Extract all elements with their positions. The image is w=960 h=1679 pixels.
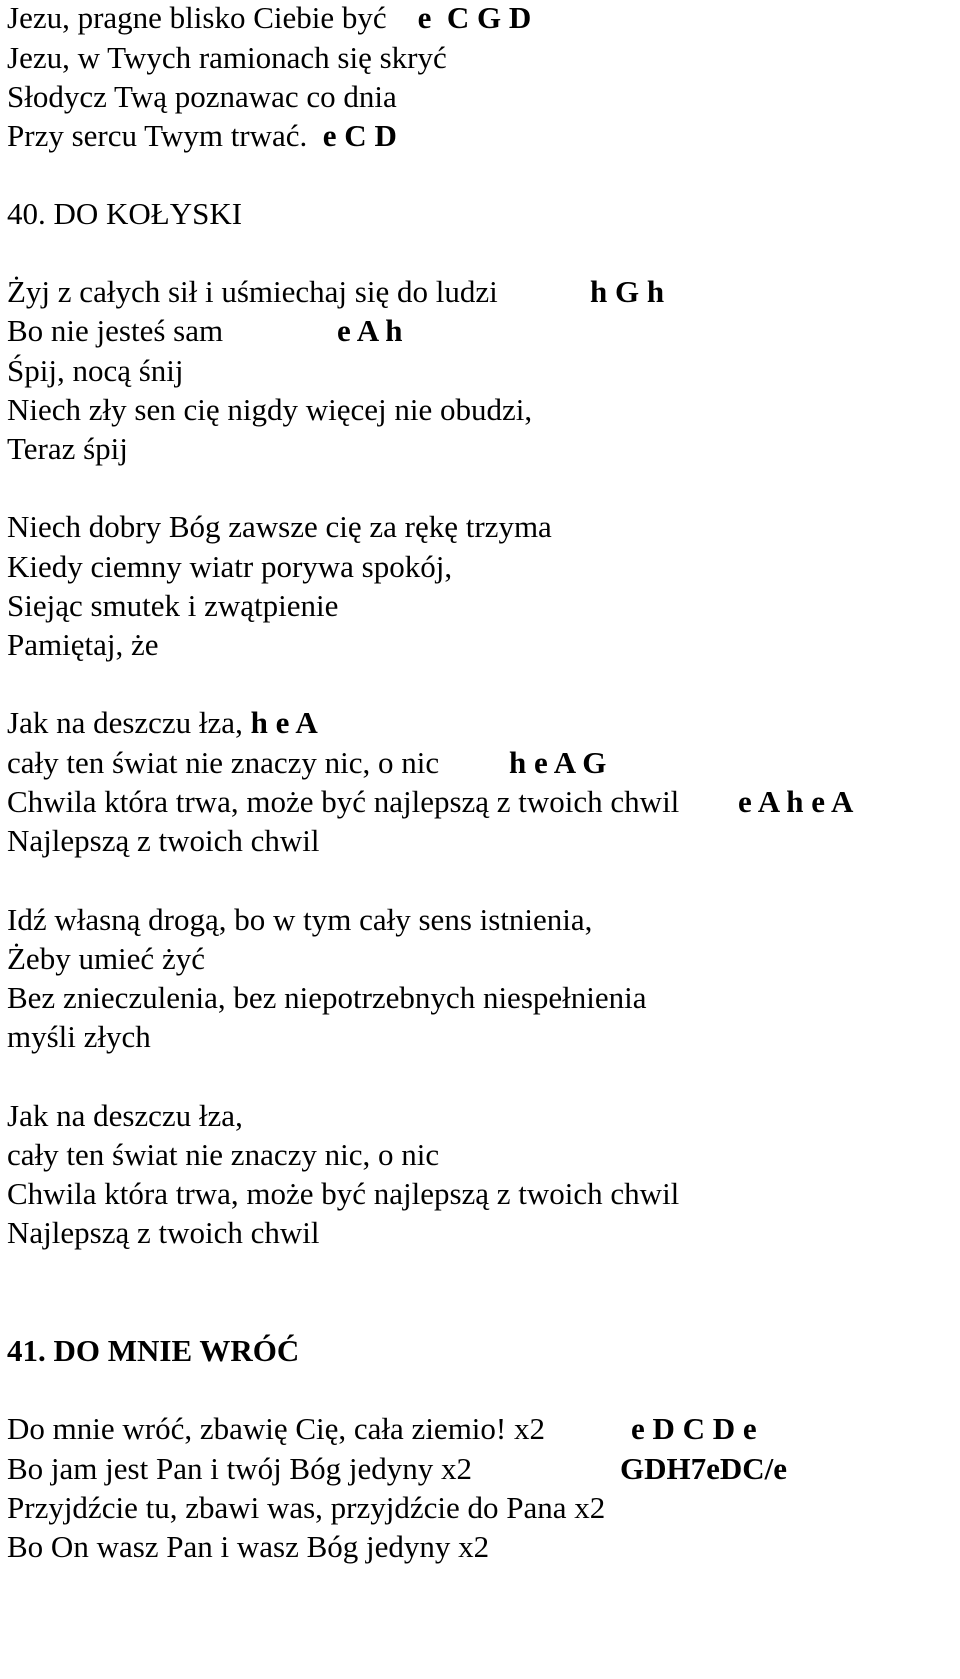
chord-symbols: h e A G xyxy=(509,745,607,780)
lyric-text: Do mnie wróć, zbawię Cię, cała ziemio! x2 xyxy=(7,1411,545,1446)
lyric-text: Przy sercu Twym trwać. xyxy=(7,118,308,153)
lyric-line xyxy=(7,118,397,154)
lyric-line xyxy=(7,823,319,859)
lyric-text: Jezu, w Twych ramionach się skryć xyxy=(7,40,447,75)
song-title xyxy=(7,196,242,232)
lyric-line xyxy=(7,549,452,585)
chord-symbols: h e A xyxy=(250,705,318,740)
lyric-text: Niech zły sen cię nigdy więcej nie obudzi, xyxy=(7,392,533,427)
lyric-line xyxy=(7,313,403,349)
lyric-text: Jezu, pragne blisko Ciebie być xyxy=(7,0,387,35)
lyric-line xyxy=(7,1215,319,1251)
song-title-text: 41. DO MNIE WRÓĆ xyxy=(7,1333,300,1368)
lyric-line xyxy=(7,1176,679,1212)
lyric-line xyxy=(7,392,532,428)
lyric-line xyxy=(7,1490,605,1526)
lyric-text: Żyj z całych sił i uśmiechaj się do ludzi xyxy=(7,274,498,309)
chord-symbols: e A h xyxy=(337,313,403,348)
chord-symbols: e A h e A xyxy=(738,784,854,819)
lyric-line xyxy=(7,705,318,741)
lyric-line xyxy=(7,509,552,545)
lyric-line xyxy=(7,902,592,938)
lyric-text: Pamiętaj, że xyxy=(7,627,159,662)
song-title-text: 40. DO KOŁYSKI xyxy=(7,196,243,231)
chord-symbols: GDH7eDC/e xyxy=(620,1451,788,1486)
lyric-text: Teraz śpij xyxy=(7,431,128,466)
lyric-text: Śpij, nocą śnij xyxy=(7,353,184,388)
lyric-text: myśli złych xyxy=(7,1019,151,1054)
lyric-text: Kiedy ciemny wiatr porywa spokój, xyxy=(7,549,453,584)
lyric-text: Najlepszą z twoich chwil xyxy=(7,823,320,858)
lyric-text: cały ten świat nie znaczy nic, o nic xyxy=(7,1137,440,1172)
lyric-text: Bo jam jest Pan i twój Bóg jedyny x2 xyxy=(7,1451,472,1486)
song-title xyxy=(7,1333,299,1369)
lyric-line xyxy=(7,1137,439,1173)
lyric-line xyxy=(7,588,338,624)
lyric-line xyxy=(7,1411,757,1447)
lyric-line xyxy=(7,627,159,663)
lyric-text: Najlepszą z twoich chwil xyxy=(7,1215,320,1250)
lyric-line xyxy=(7,274,665,310)
lyric-line xyxy=(7,353,184,389)
lyric-line xyxy=(7,0,531,36)
lyric-text: Słodycz Twą poznawac co dnia xyxy=(7,79,397,114)
lyric-text: cały ten świat nie znaczy nic, o nic xyxy=(7,745,440,780)
lyric-line xyxy=(7,1019,151,1055)
lyric-text: Bo On wasz Pan i wasz Bóg jedyny x2 xyxy=(7,1529,490,1564)
lyric-text: Niech dobry Bóg zawsze cię za rękę trzyma xyxy=(7,509,552,544)
lyric-text: Jak na deszczu łza, xyxy=(7,1098,243,1133)
chord-symbols: h G h xyxy=(590,274,665,309)
lyric-text: Idź własną drogą, bo w tym cały sens istnienia, xyxy=(7,902,593,937)
lyric-text: Przyjdźcie tu, zbawi was, przyjdźcie do Pana x2 xyxy=(7,1490,606,1525)
lyric-line xyxy=(7,1098,243,1134)
lyric-text: Żeby umieć żyć xyxy=(7,941,205,976)
lyric-line xyxy=(7,431,128,467)
lyric-line xyxy=(7,784,854,820)
lyric-text: Bez znieczulenia, bez niepotrzebnych niespełnienia xyxy=(7,980,647,1015)
lyric-line xyxy=(7,79,397,115)
lyric-line xyxy=(7,980,647,1016)
lyric-line xyxy=(7,1451,788,1487)
chord-symbols: e C D xyxy=(322,118,397,153)
chord-symbols: e D C D e xyxy=(631,1411,757,1446)
lyric-text: Jak na deszczu łza, xyxy=(7,705,243,740)
lyric-line xyxy=(7,941,205,977)
chord-symbols: e C G D xyxy=(417,0,532,35)
lyric-text: Chwila która trwa, może być najlepszą z twoich chwil xyxy=(7,784,680,819)
lyric-line xyxy=(7,40,447,76)
lyric-line xyxy=(7,745,607,781)
lyric-text: Siejąc smutek i zwątpienie xyxy=(7,588,339,623)
lyric-line xyxy=(7,1529,489,1565)
lyric-text: Bo nie jesteś sam xyxy=(7,313,224,348)
lyric-text: Chwila która trwa, może być najlepszą z twoich chwil xyxy=(7,1176,680,1211)
